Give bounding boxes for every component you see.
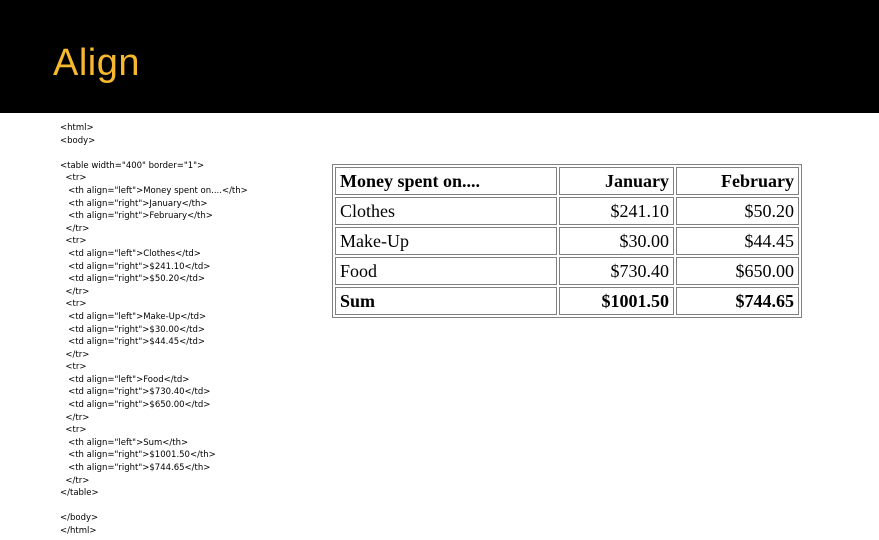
code-line: </html> bbox=[60, 526, 97, 536]
header-cell: Money spent on.... bbox=[335, 167, 557, 195]
table-cell: Make-Up bbox=[335, 227, 557, 255]
code-line: </tr> bbox=[60, 223, 90, 234]
table-cell: $241.10 bbox=[559, 197, 674, 225]
code-line: <th align="right">January</th> bbox=[60, 198, 208, 209]
table-cell: Food bbox=[335, 257, 557, 285]
code-line: <td align="right">$241.10</td> bbox=[60, 261, 211, 272]
code-line: <tr> bbox=[60, 173, 87, 184]
code-line: <th align="left">Money spent on....</th> bbox=[60, 185, 248, 196]
code-line: <th align="left">Sum</th> bbox=[60, 437, 189, 448]
code-line: </body> bbox=[60, 513, 99, 524]
table-header-row bbox=[335, 167, 799, 195]
code-line bbox=[60, 147, 320, 160]
code-line: <td align="left">Food</td> bbox=[60, 374, 190, 385]
code-line: <html> bbox=[60, 123, 94, 133]
header-cell: January bbox=[559, 167, 674, 195]
table-cell: $730.40 bbox=[559, 257, 674, 285]
code-line: <td align="right">$730.40</td> bbox=[60, 387, 211, 398]
sum-cell: $744.65 bbox=[676, 287, 799, 315]
table-row bbox=[335, 257, 799, 285]
code-line: <th align="right">$1001.50</th> bbox=[60, 450, 216, 461]
table-cell: $30.00 bbox=[559, 227, 674, 255]
table-cell: $650.00 bbox=[676, 257, 799, 285]
table-sum-row bbox=[335, 287, 799, 315]
rendered-table-container bbox=[332, 164, 802, 318]
code-line: <th align="right">February</th> bbox=[60, 211, 213, 222]
code-line: </tr> bbox=[60, 286, 90, 297]
code-line: </tr> bbox=[60, 475, 90, 486]
code-line: <tr> bbox=[60, 362, 87, 373]
code-line: </table> bbox=[60, 488, 99, 499]
code-line: <td align="left">Clothes</td> bbox=[60, 248, 201, 259]
header-cell: February bbox=[676, 167, 799, 195]
slide-title: Align bbox=[53, 42, 140, 84]
sum-cell: $1001.50 bbox=[559, 287, 674, 315]
sum-cell: Sum bbox=[335, 287, 557, 315]
code-line: <th align="right">$744.65</th> bbox=[60, 463, 211, 474]
code-line: <td align="right">$30.00</td> bbox=[60, 324, 205, 335]
table-cell: $44.45 bbox=[676, 227, 799, 255]
code-line: <tr> bbox=[60, 299, 87, 310]
code-line: <td align="left">Make-Up</td> bbox=[60, 311, 207, 322]
title-bar bbox=[0, 0, 879, 113]
code-line: </tr> bbox=[60, 349, 90, 360]
code-line: <td align="right">$50.20</td> bbox=[60, 274, 205, 285]
code-line: <td align="right">$44.45</td> bbox=[60, 337, 205, 348]
code-line: <tr> bbox=[60, 425, 87, 436]
code-line: <body> bbox=[60, 135, 96, 146]
code-line: <table width="400" border="1"> bbox=[60, 160, 205, 171]
code-line: <td align="right">$650.00</td> bbox=[60, 400, 211, 411]
code-line bbox=[60, 500, 320, 513]
rendered-table bbox=[332, 164, 802, 318]
html-code-listing bbox=[60, 122, 320, 538]
table-cell: Clothes bbox=[335, 197, 557, 225]
code-line: </tr> bbox=[60, 412, 90, 423]
table-row bbox=[335, 197, 799, 225]
table-row bbox=[335, 227, 799, 255]
table-cell: $50.20 bbox=[676, 197, 799, 225]
code-line: <tr> bbox=[60, 236, 87, 247]
